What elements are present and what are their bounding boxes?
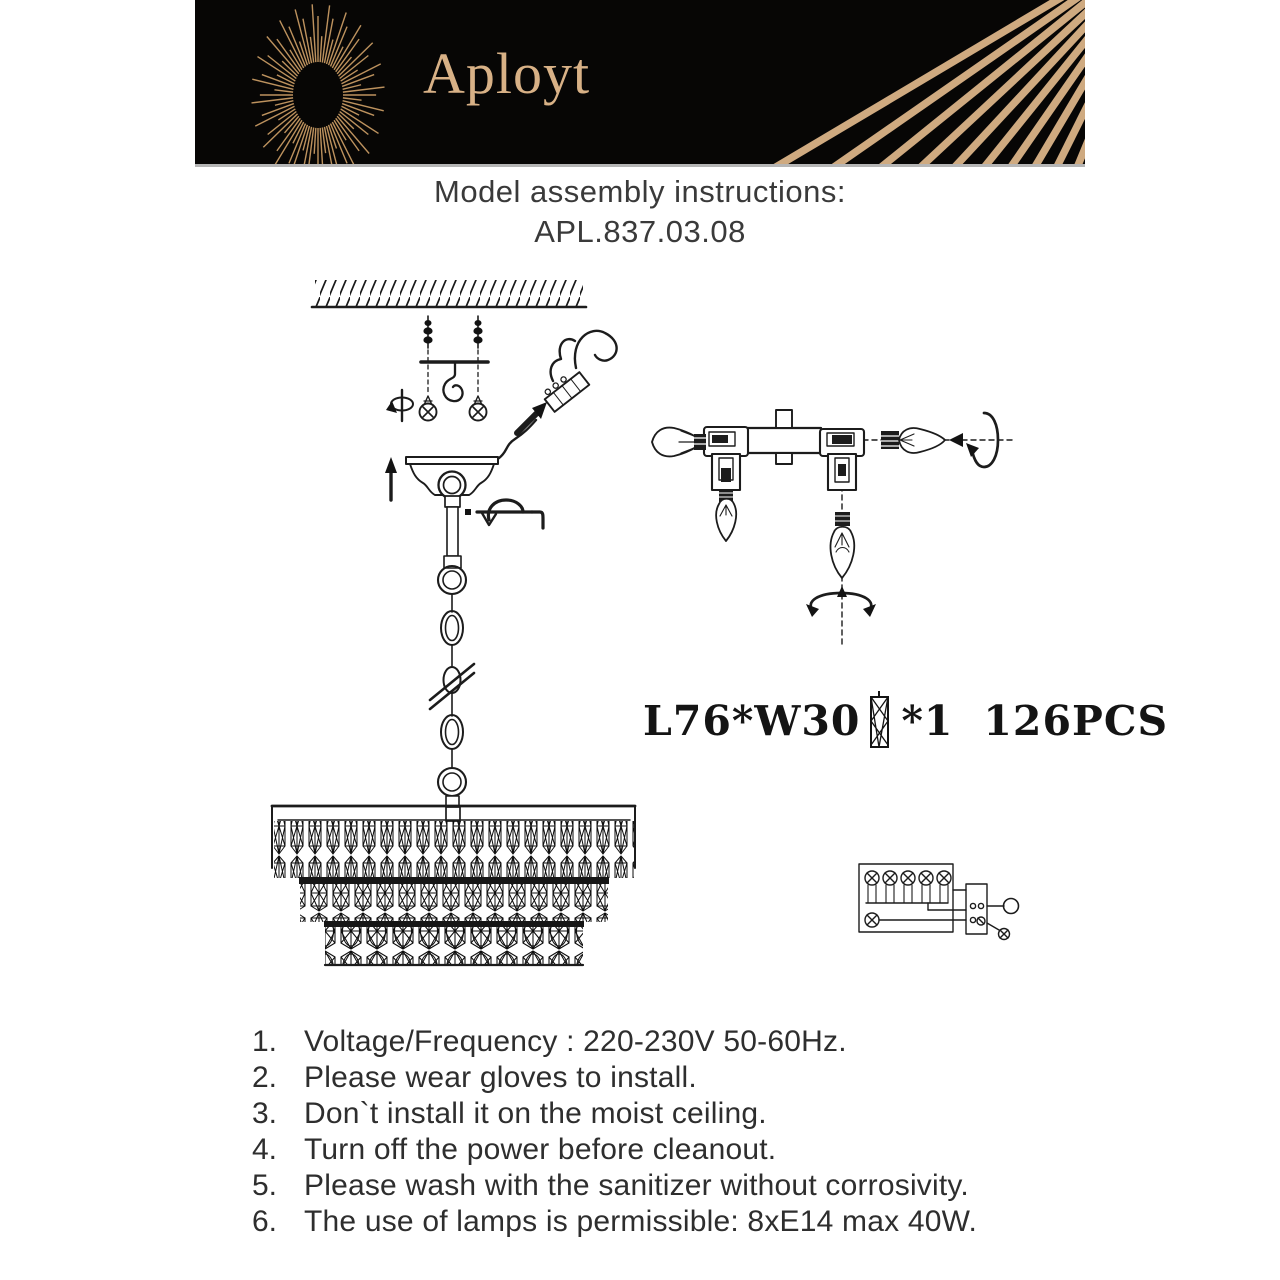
list-item [252, 1132, 1062, 1168]
chandelier-drawing [272, 806, 635, 965]
wire-connector-drawing [495, 331, 617, 461]
item-text: Please wear gloves to install. [304, 1061, 697, 1094]
bulb-icon [652, 428, 706, 457]
canopy-drawing [385, 457, 543, 568]
list-item [252, 1204, 1062, 1240]
list-item [252, 1060, 1062, 1096]
bulb-icon [716, 490, 736, 541]
bulb-installation-drawing [652, 410, 1016, 645]
spec-pieces: 126PCS [983, 697, 1169, 745]
model-number: APL.837.03.08 [534, 214, 746, 249]
item-text: The use of lamps is permissible: 8xE14 max 40W. [304, 1205, 978, 1238]
screw-icon [420, 316, 487, 421]
rotate-icon [806, 586, 876, 617]
item-number: 5. [252, 1169, 278, 1202]
bulb-icon [881, 428, 945, 453]
bulb-icon [831, 512, 855, 578]
item-number: 6. [252, 1205, 278, 1238]
crystal-pendant-icon [866, 690, 893, 752]
chain-drawing [430, 566, 474, 806]
brand-logo-text: Aployt [423, 41, 591, 106]
item-number: 4. [252, 1133, 278, 1166]
item-number: 3. [252, 1097, 278, 1130]
list-item [252, 1168, 1062, 1204]
item-text: Don`t install it on the moist ceiling. [304, 1097, 767, 1130]
spec-line [643, 690, 1168, 752]
ceiling-drawing [312, 280, 586, 307]
item-text: Turn off the power before cleanout. [304, 1133, 777, 1166]
rotate-stem-icon [465, 500, 543, 528]
list-item [252, 1024, 1062, 1060]
item-number: 1. [252, 1025, 278, 1058]
title-line1: Model assembly instructions: [434, 174, 846, 209]
rotate-icon [386, 390, 413, 421]
instruction-list [252, 1024, 1062, 1240]
spec-dimensions: L76*W30 [643, 697, 861, 745]
wiring-diagram [859, 864, 1019, 940]
item-text: Please wash with the sanitizer without corrosivity. [304, 1169, 969, 1202]
list-item [252, 1096, 1062, 1132]
item-number: 2. [252, 1061, 278, 1094]
item-text: Voltage/Frequency : 220-230V 50-60Hz. [304, 1025, 847, 1058]
spec-quantity: *1 [901, 697, 954, 745]
